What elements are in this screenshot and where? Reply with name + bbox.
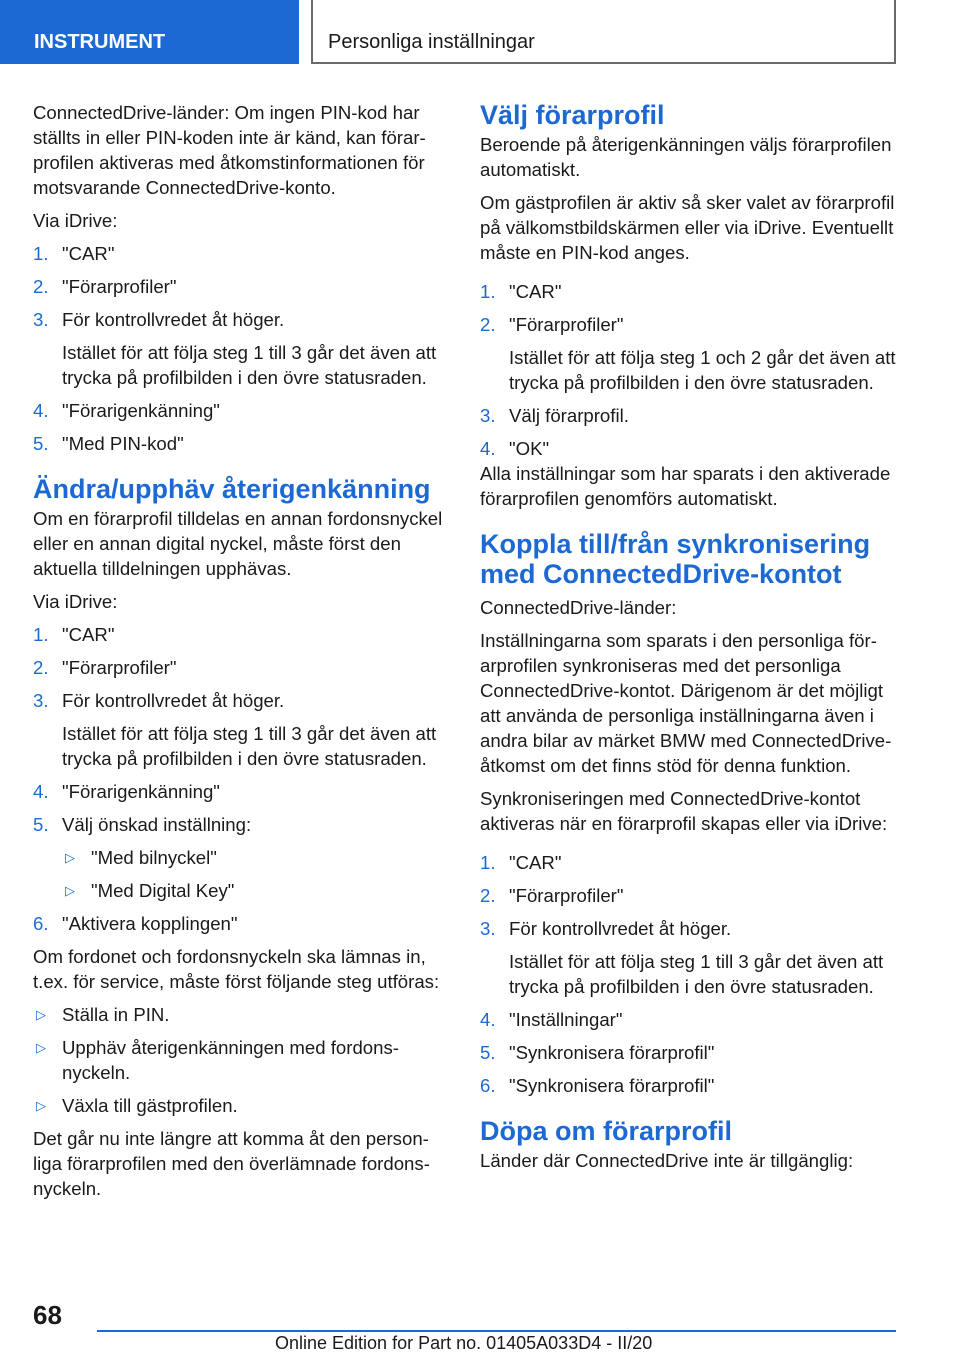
body-paragraph: Om fordonet och fordonsnyckeln ska lämnas in, t.ex. för service, måste först följande steg utföras:	[33, 946, 440, 992]
step-number: 3.	[33, 690, 49, 711]
step-text: "Aktivera kopplingen"	[62, 913, 238, 934]
step-text: "CAR"	[509, 852, 562, 873]
option-item	[33, 878, 451, 903]
list-item	[480, 279, 898, 304]
step-text: "OK"	[509, 438, 550, 459]
bullet-item	[33, 1002, 451, 1027]
step-text: "Synkronisera förarprofil"	[509, 1042, 715, 1063]
list-item	[33, 307, 451, 332]
list-item	[33, 812, 451, 837]
list-item	[480, 1007, 898, 1032]
step-text: För kontrollvredet åt höger.	[509, 918, 732, 939]
body-paragraph: Beroende på återigenkänningen väljs förarprofilen automatiskt.	[480, 134, 892, 180]
step-text: "CAR"	[62, 243, 115, 264]
intro-paragraph: ConnectedDrive-länder: Om ingen PIN-kod har ställts in eller PIN-koden inte är känd, kan förarprofilen aktiveras med åtkomstinformationen för motsvarande ConnectedDrive-konto.	[33, 102, 426, 198]
triangle-right-outline-icon: ▷	[36, 1098, 46, 1113]
option-text: "Med bilnyckel"	[91, 847, 217, 868]
step-number: 4.	[33, 400, 49, 421]
section-heading: Döpa om förarprofil	[480, 1116, 733, 1146]
step-text: "Förarprofiler"	[509, 314, 624, 335]
page-title: Personliga inställningar	[311, 0, 896, 64]
step-number: 2.	[480, 314, 496, 335]
footer-edition: Online Edition for Part no. 01405A033D4 - II/20	[275, 1333, 653, 1353]
step-number: 1.	[480, 281, 496, 302]
list-item	[33, 688, 451, 713]
step-number: 1.	[33, 243, 49, 264]
step-number: 5.	[33, 433, 49, 454]
step-text: "Synkronisera förarprofil"	[509, 1075, 715, 1096]
body-paragraph: ConnectedDrive-länder:	[480, 597, 677, 618]
list-item	[480, 850, 898, 875]
step-number: 6.	[33, 913, 49, 934]
triangle-right-outline-icon: ▷	[65, 883, 75, 898]
bullet-text: Växla till gästprofilen.	[62, 1095, 238, 1116]
step-text: För kontrollvredet åt höger.	[62, 309, 285, 330]
triangle-right-outline-icon: ▷	[65, 850, 75, 865]
list-item	[480, 436, 898, 461]
step-number: 2.	[480, 885, 496, 906]
step-number: 4.	[480, 1009, 496, 1030]
step-text: "Förarprofiler"	[62, 276, 177, 297]
bullet-item	[33, 1035, 451, 1085]
step-text: "CAR"	[62, 624, 115, 645]
list-item	[33, 911, 451, 936]
section-tab: INSTRUMENT	[0, 0, 299, 64]
step-note: Istället för att följa steg 1 till 3 går det även att trycka på profilbilden i den övre statusraden.	[509, 951, 884, 997]
step-number: 3.	[480, 918, 496, 939]
bullet-text: Upphäv återigenkänningen med fordonsnyckeln.	[62, 1037, 399, 1083]
list-item	[480, 403, 898, 428]
list-item	[480, 883, 898, 908]
bullet-text: Ställa in PIN.	[62, 1004, 170, 1025]
step-text: "Förarigenkänning"	[62, 400, 220, 421]
step-text: "Förarigenkänning"	[62, 781, 220, 802]
list-item	[33, 779, 451, 804]
list-item	[480, 312, 898, 337]
option-text: "Med Digital Key"	[91, 880, 235, 901]
step-number: 2.	[33, 657, 49, 678]
step-text: Välj önskad inställning:	[62, 814, 252, 835]
footer-divider	[97, 1330, 896, 1332]
list-item	[33, 274, 451, 299]
list-item	[33, 622, 451, 647]
list-item	[480, 916, 898, 941]
step-number: 4.	[480, 438, 496, 459]
step-number: 1.	[480, 852, 496, 873]
step-number: 3.	[33, 309, 49, 330]
step-text: "CAR"	[509, 281, 562, 302]
step-text: "Förarprofiler"	[509, 885, 624, 906]
step-number: 5.	[480, 1042, 496, 1063]
body-paragraph: Om gästprofilen är aktiv så sker valet av förarprofil på välkomstbildskärmen eller via iDrive. Eventuellt måste en PIN-kod anges.	[480, 192, 895, 263]
step-number: 4.	[33, 781, 49, 802]
step-text: Välj förarprofil.	[509, 405, 629, 426]
step-note: Istället för att följa steg 1 och 2 går det även att trycka på profilbilden i den övre statusraden.	[509, 347, 896, 393]
step-number: 6.	[480, 1075, 496, 1096]
step-text: "Förarprofiler"	[62, 657, 177, 678]
right-column	[480, 100, 898, 1181]
step-number: 1.	[33, 624, 49, 645]
section-heading: Välj förarprofil	[480, 100, 665, 130]
list-item	[33, 431, 451, 456]
triangle-right-outline-icon: ▷	[36, 1040, 46, 1055]
bullet-item	[33, 1093, 451, 1118]
step-text: "Med PIN-kod"	[62, 433, 184, 454]
body-paragraph: Synkroniseringen med ConnectedDrive-kontot aktiveras när en förarprofil skapas eller via iDrive:	[480, 788, 888, 834]
body-paragraph: Alla inställningar som har sparats i den aktiverade förarprofilen genomförs automatiskt.	[480, 463, 891, 509]
body-paragraph: Det går nu inte längre att komma åt den personliga förarprofilen med den överlämnade fordonsnyckeln.	[33, 1128, 430, 1199]
list-item	[33, 398, 451, 423]
body-paragraph: Länder där ConnectedDrive inte är tillgänglig:	[480, 1150, 854, 1171]
section-heading: Koppla till/från synkronisering med ConnectedDrive-kontot	[480, 529, 871, 589]
step-text: För kontrollvredet åt höger.	[62, 690, 285, 711]
section-heading: Ändra/upphäv återigenkänning	[33, 474, 431, 504]
step-text: "Inställningar"	[509, 1009, 623, 1030]
list-item	[480, 1073, 898, 1098]
list-item	[33, 655, 451, 680]
body-paragraph: Om en förarprofil tilldelas en annan fordonsnyckel eller en annan digital nyckel, måste först den aktuella tilldelningen upphävas.	[33, 508, 443, 579]
page-number: 68	[33, 1300, 62, 1330]
body-paragraph: Inställningarna som sparats i den personliga förarprofilen synkroniseras med det personliga ConnectedDrive-kontot. Därigenom är det möjligt att använda de personliga inställningarna även i andra bilar av märket BMW med ConnectedDrive-åtkomst om det finns stöd för denna funktion.	[480, 630, 892, 776]
step-note: Istället för att följa steg 1 till 3 går det även att trycka på profilbilden i den övre statusraden.	[62, 723, 437, 769]
list-item	[33, 241, 451, 266]
list-item	[480, 1040, 898, 1065]
step-number: 3.	[480, 405, 496, 426]
step-number: 5.	[33, 814, 49, 835]
left-column	[33, 100, 451, 1209]
option-item	[33, 845, 451, 870]
step-number: 2.	[33, 276, 49, 297]
via-idrive-label: Via iDrive:	[33, 210, 118, 231]
triangle-right-outline-icon: ▷	[36, 1007, 46, 1022]
via-idrive-label: Via iDrive:	[33, 591, 118, 612]
step-note: Istället för att följa steg 1 till 3 går det även att trycka på profilbilden i den övre statusraden.	[62, 342, 437, 388]
